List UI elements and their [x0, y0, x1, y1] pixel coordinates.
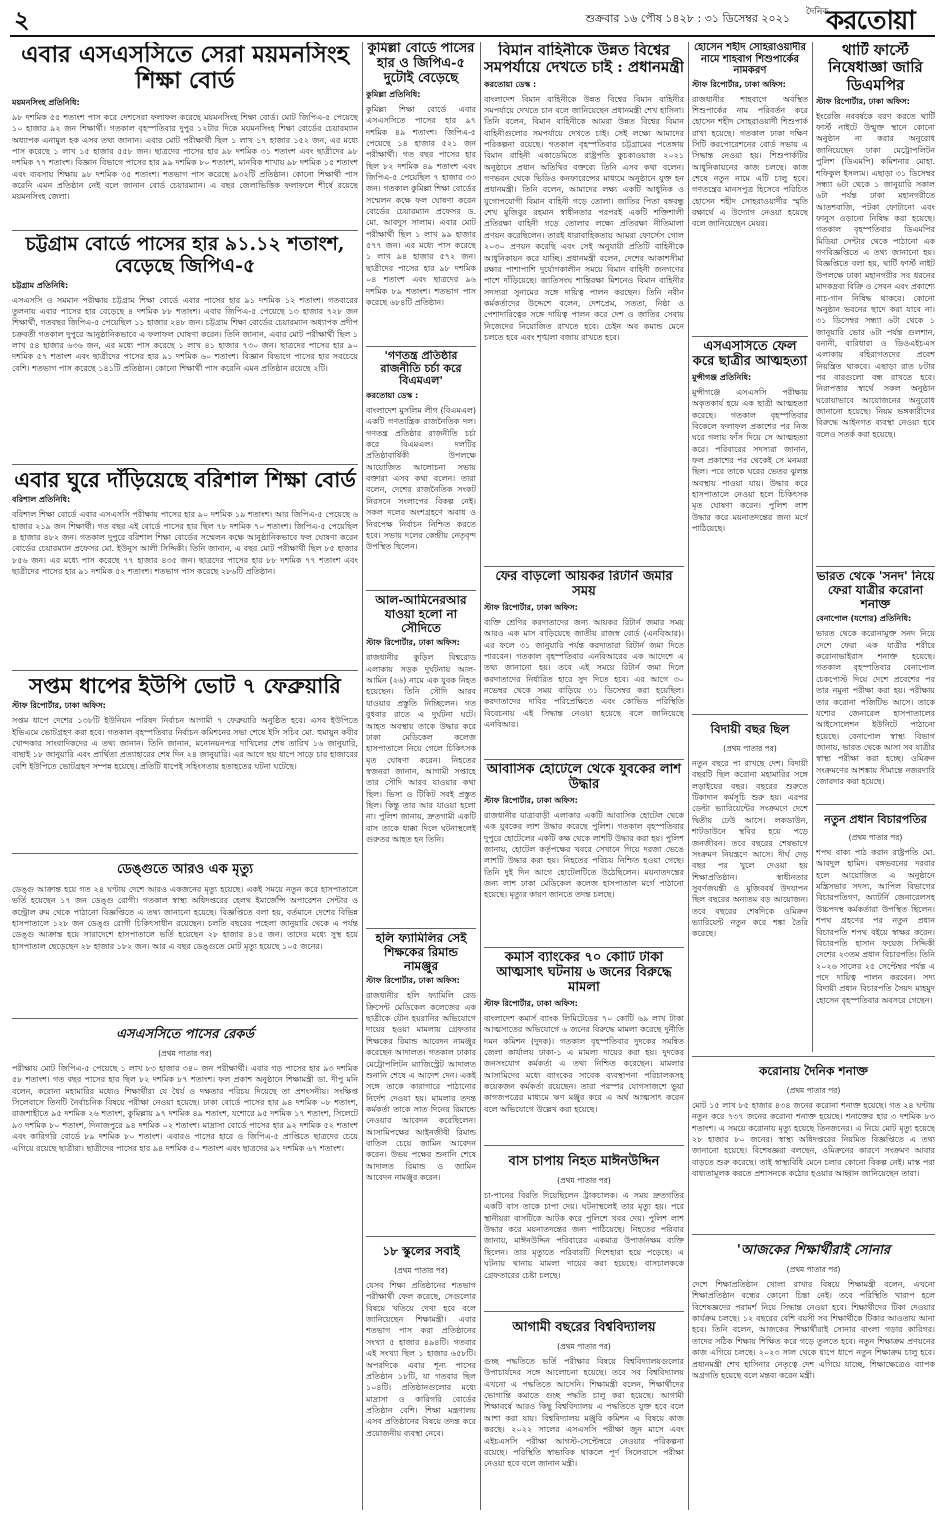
article-hotel [484, 763, 684, 943]
article-body: রাজধানীর কুড়িল বিশ্বরোড এলাকায় সড়ক দুর্ঘটনায় আল-আমিন (২৬) নামে এক যুবক নিহত হয়েছেন। তিনি সৌদি আরব যাওয়ার প্রস্তুতি নিচ্ছিলেন। গত বুধবার রাতে এ দুর্ঘটনা ঘটে। আহত অবস্থায় তাকে উদ্ধার করে ঢাকা মেডিকেল কলেজ হাসপাতালে নিয়ে গেলে চিকিৎসক মৃত ঘোষণা করেন। নিহতের স্বজনরা জানান, আগামী সপ্তাহে তার সৌদি আরব যাওয়ার কথা ছিল। ভিসা ও টিকিট সবই প্রস্তুত ছিল। কিন্তু তার আর যাওয়া হলো না। পুলিশ জানায়, দ্রুতগামী একটি বাস তাকে ধাক্কা দিলে ঘটনাস্থলেই গুরুতর আহত হন তিনি। [366, 653, 476, 845]
headline: নতুন প্রধান বিচারপতির [824, 813, 927, 826]
article-gold-students [692, 1238, 935, 1508]
article-body: ডেঙ্গু আক্রান্ত হয়ে গত ২৪ ঘণ্টায় দেশে আরও একজনের মৃত্যু হয়েছে। একই সময়ে নতুন করে হাসপাতালে ভর্তি হয়েছেন ১৭ জন ডেঙ্গু রোগী। গতকাল স্বাস্থ্য অধিদপ্তরের হেলথ ইমার্জেন্সি অপারেশন সেন্টার ও কন্ট্রোল রুম থেকে পাঠানো বিজ্ঞপ্তিতে এ তথ্য জানানো হয়েছে। বিজ্ঞপ্তিতে বলা হয়, বর্তমানে দেশের বিভিন্ন হাসপাতালে ১২৮ জন ডেঙ্গু রোগী চিকিৎসাধীন রয়েছেন। চলতি বছরের পহেলা জানুয়ারি থেকে এ পর্যন্ত ডেঙ্গু আক্রান্ত হয়ে সারাদেশে হাসপাতালে ভর্তি হয়েছেন ২৮ হাজার ৪১৫ জন। তাদের মধ্যে সুস্থ হয়ে হাসপাতাল ছেড়েছেন ২৮ হাজার ১৮২ জন। আর এ বছর ডেঙ্গুতে মোট মৃত্যু হয়েছে ১০৫ জনের। [12, 885, 358, 951]
article-body: কুমিল্লা শিক্ষা বোর্ডে এবার এসএসসিতে পাসের হার ৯৭ দশমিক ৪৯ শতাংশ। জিপিএ-৫ পেয়েছে ১৪ হাজার ৫২১ জন পরীক্ষার্থী। গত বছর পাসের হার ছিল ৮২ দশমিক ৪৯ শতাংশ এবং জিপিএ-৫ পেয়েছিল ৭ হাজার ৩৩ জন। গতকাল কুমিল্লা শিক্ষা বোর্ডের সম্মেলন কক্ষে ফল ঘোষণা করেন বোর্ডের চেয়ারম্যান প্রফেসর ড. মো. আবদুস সালাম। এবার মোট পরীক্ষার্থী ছিল ১ লাখ ৯৯ হাজার ৫৭৭ জন। এর মধ্যে পাস করেছে ১ লাখ ৯৪ হাজার ৫৭২ জন। ছাত্রীদের পাসের হার ৯৮ দশমিক ০৪ শতাংশ এবং ছাত্রদের ৯৬ দশমিক ৮৯ শতাংশ। শতভাগ পাস করেছে ৬৮৪টি প্রতিষ্ঠান। [366, 104, 476, 307]
article-body: শপথ বাক্য পাঠ করান রাষ্ট্রপতি মো. আবদুল হামিদ। বঙ্গভবনের দরবার হলে আয়োজিত এ অনুষ্ঠানে মন্ত্রিসভার সদস্য, আপিল বিভাগের বিচারপতিগণ, অ্যাটর্নি জেনারেলসহ উচ্চপদস্থ কর্মকর্তারা উপস্থিত ছিলেন। শপথ গ্রহণের পর নতুন প্রধান বিচারপতি শপথ বইয়ে স্বাক্ষর করেন। বিচারপতি হাসান ফয়েজ সিদ্দিকী দেশের ২৩তম প্রধান বিচারপতি। তিনি ২০২৬ সালের ২৫ সেপ্টেম্বর পর্যন্ত এ পদে দায়িত্ব পালন করবেন। সদ্য বিদায়ী প্রধান বিচারপতি সৈয়দ মাহমুদ হোসেন বৃহস্পতিবার অবসরে গেছেন। [816, 848, 935, 1005]
headline: আল-আমিনেরআর যাওয়া হলো না সৌদিতে [375, 594, 467, 635]
article-ctg [12, 234, 358, 460]
headline: বিদায়ী বছর ছিল [710, 722, 790, 736]
article-barishal [12, 468, 358, 666]
article-body: মুন্সীগঞ্জে এসএসসি পরীক্ষায় অকৃতকার্য হয়ে এক ছাত্রী আত্মহত্যা করেছে। গতকাল বৃহস্পতিবার বিকেলে ফলাফল প্রকাশের পর নিজ ঘরে গলায় ফাঁস দিয়ে সে আত্মহত্যা করে। পরিবারের সদস্যরা জানান, ফল প্রকাশের পর থেকেই সে মনমরা ছিল। পরে তাকে ঘরের ভেতর ঝুলন্ত অবস্থায় পাওয়া যায়। উদ্ধার করে হাসপাতালে নেওয়া হলে চিকিৎসক মৃত ঘোষণা করেন। পুলিশ লাশ উদ্ধার করে ময়নাতদন্তের জন্য মর্গে পাঠিয়েছে। [692, 387, 808, 534]
article-india [816, 570, 935, 800]
article-body: রাজধানীর যাত্রাবাড়ী এলাকার একটি আবাসিক হোটেল থেকে এক যুবকের লাশ উদ্ধার করেছে পুলিশ। গতকাল বৃহস্পতিবার দুপুরে হোটেলের একটি কক্ষ থেকে লাশটি উদ্ধার করা হয়। পুলিশ জানায়, হোটেল কর্তৃপক্ষের খবরে সেখানে গিয়ে দরজা ভেঙে লাশটি উদ্ধার করা হয়। নিহতের পরিচয় নিশ্চিত হওয়া গেছে। তিনি দুই দিন আগে হোটেলটিতে উঠেছিলেন। ময়নাতদন্তের জন্য লাশ ঢাকা মেডিকেল কলেজ হাসপাতাল মর্গে পাঠানো হয়েছে। মৃত্যুর কারণ জানতে তদন্ত চলছে। [484, 810, 684, 900]
masthead-name: করতোয়া [826, 6, 915, 34]
byline: স্টাফ রিপোর্টার, ঢাকা অফিস: [692, 79, 786, 89]
byline: কুমিল্লা প্রতিনিধি: [366, 89, 421, 99]
page-number: ২ [14, 5, 30, 34]
article-body: বাংলাদেশ কমার্স ব্যাংক লিমিটেডের ৭০ কোটি ৬৯ লাখ টাকা আত্মসাতের অভিযোগে ৬ জনের বিরুদ্ধে মামলা করেছে দুর্নীতি দমন কমিশন (দুদক)। গতকাল বৃহস্পতিবার দুদকের সমন্বিত জেলা কার্যালয় ঢাকা-১ এ মামলা দায়ের করা হয়। দুদকের জনসংযোগ কর্মকর্তা এ তথ্য নিশ্চিত করেছেন। মামলার আসামিদের মধ্যে ব্যাংকের সাবেক ব্যবস্থাপনা পরিচালকসহ কয়েকজন কর্মকর্তা রয়েছেন। তারা পরস্পর যোগসাজশে ভুয়া কাগজপত্রের মাধ্যমে ঋণ মঞ্জুর করে এ অর্থ আত্মসাৎ করেন বলে অভিযোগে উল্লেখ করা হয়েছে। [484, 1013, 684, 1114]
headline: এবার এসএসসিতে সেরা ময়মনসিংহ শিক্ষা বোর্ড [21, 42, 349, 95]
article-body: ভারত থেকে করোনামুক্ত সনদ নিয়ে দেশে ফেরা এক যাত্রীর শরীরে করোনাভাইরাস শনাক্ত হয়েছে। গতকাল বৃহস্পতিবার বেনাপোল চেকপোস্ট দিয়ে দেশে প্রবেশের পর তার নমুনা পরীক্ষা করা হয়। পরীক্ষায় তার করোনা পজিটিভ আসে। তাকে যশোর জেনারেল হাসপাতালের আইসোলেশন ইউনিটে পাঠানো হয়েছে। বেনাপোল স্বাস্থ্য বিভাগ জানায়, ভারত থেকে আসা সব যাত্রীর স্বাস্থ্য পরীক্ষা করা হচ্ছে। ওমিক্রন সংক্রমণের আশঙ্কায় সীমান্তে নজরদারি জোরদার করা হয়েছে। [816, 629, 935, 787]
article-airforce [484, 42, 684, 562]
byline: স্টাফ রিপোর্টার, ঢাকা অফিস: [816, 96, 910, 106]
headline: করোনায় দৈনিক শনাক্ত [759, 1064, 868, 1078]
article-body: চা-পানের বিরতি দিয়েছিলেন ট্রাকচালক। এ সময় দ্রুতগতির একটি বাস তাকে চাপা দেয়। ঘটনাস্থলেই তার মৃত্যু হয়। পরে স্থানীয়রা বাসটিকে আটক করে পুলিশে খবর দেয়। পুলিশ লাশ উদ্ধার করে ময়নাতদন্তের জন্য পাঠিয়েছে। নিহতের পরিবার জানায়, মাঈনউদ্দিন পরিবারের একমাত্র উপার্জনক্ষম ব্যক্তি ছিলেন। তার মৃত্যুতে পরিবারটি দিশেহারা হয়ে পড়েছে। এ ঘটনায় থানায় মামলা দায়ের করা হয়েছে। বাসচালককে গ্রেফতারের চেষ্টা চলছে। [484, 1191, 684, 1280]
article-body: পরীক্ষায় মোট জিপিএ-৫ পেয়েছে ১ লাখ ৮৩ হাজার ৩৪০ জন পরীক্ষার্থী। এবার গড় পাসের হার ৯৩ দশমিক ৫৮ শতাংশ। গত বছর পাসের হার ছিল ৮২ দশমিক ৮৭ শতাংশ। ফল প্রকাশ অনুষ্ঠানে শিক্ষামন্ত্রী ডা. দীপু মনি বলেন, করোনা মহামারির মধ্যেও শিক্ষার্থীরা যে ধৈর্য ও দক্ষতার পরিচয় দিয়েছে তা প্রশংসনীয়। সংক্ষিপ্ত সিলেবাসে তিনটি নৈর্বাচনিক বিষয়ে পরীক্ষা নেওয়া হয়েছে। ঢাকা বোর্ডে পাসের হার ৯৪ দশমিক ০৮ শতাংশ, রাজশাহীতে ৯৫ দশমিক ২৬ শতাংশ, কুমিল্লায় ৯৭ দশমিক ৪৯ শতাংশ, যশোরে ৯৫ দশমিক ১৭ শতাংশ, সিলেটে ৯৩ দশমিক ৮০ শতাংশ, দিনাজপুরে ৯৪ দশমিক ০২ শতাংশ। মাদ্রাসা বোর্ডে পাসের হার ৯২ দশমিক ৫২ শতাংশ এবং কারিগরি বোর্ডে ৮৯ দশমিক ৮০ শতাংশ। এবারও পাসের হারে ও জিপিএ-৫ প্রাপ্তিতে ছাত্রদের চেয়ে এগিয়ে রয়েছে ছাত্রীরা। ছাত্রীদের পাসের হার ৯৪ দশমিক ৫০ শতাংশ এবং ছাত্রদের ৯২ দশমিক ৬৭ শতাংশ। [12, 1064, 358, 1153]
headline: 'আজকের শিক্ষার্থীরাই সোনার [736, 1243, 891, 1258]
continued-note: (প্রথম পাতার পর) [848, 833, 903, 842]
publication-date: শুক্রবার ১৬ পৌষ ১৪২৮ : ৩১ ডিসেম্বর ২০২১ [585, 12, 790, 25]
headline: হলি ফ্যামিলির সেই শিক্ষকের রিমান্ড নামঞ্জুর [375, 932, 467, 973]
article-body: যেসব শিক্ষা প্রতিষ্ঠানের শতভাগ পরীক্ষার্থী ফেল করেছে, সেগুলোর বিষয়ে খতিয়ে দেখা হবে বলে জানিয়েছেন শিক্ষামন্ত্রী। এবার শতভাগ পাস করা প্রতিষ্ঠানের সংখ্যা ৫ হাজার ৪৯৪টি। গতবার এই সংখ্যা ছিল ১ হাজার ৬৫৮টি। অপরদিকে এবার শূন্য পাসের প্রতিষ্ঠান ১৮টি, যা গতবার ছিল ১০৪টি। প্রতিষ্ঠানগুলোর মধ্যে মাদ্রাসা ও কারিগরি বোর্ডের প্রতিষ্ঠান বেশি। শিক্ষা মন্ত্রণালয় এসব প্রতিষ্ঠানের বিষয়ে তদন্ত করে প্রয়োজনীয় ব্যবস্থা নেবে। [366, 1281, 476, 1438]
article-holy-family [366, 932, 476, 1232]
article-body: রাজধানীর শাহবাগে অবস্থিত শিশুপার্কের নাম পরিবর্তন করে হোসেন শহীদ সোহরাওয়ার্দী শিশুপার্ক রাখা হয়েছে। গতকাল ঢাকা দক্ষিণ সিটি করপোরেশনের বোর্ড সভায় এ সিদ্ধান্ত নেওয়া হয়। শিশুপার্কটির আধুনিকায়নের কাজ চলছে। কাজ শেষে নতুন নামে এটি চালু হবে। গণতন্ত্রের মানসপুত্র হিসেবে পরিচিত হোসেন শহীদ সোহরাওয়ার্দীর স্মৃতি রক্ষার্থে এ উদ্যোগ নেওয়া হয়েছে বলে জানিয়েছেন মেয়র। [692, 94, 808, 229]
headline: বিমান বাহিনীকে উন্নত বিশ্বের সমপর্যায়ে দেখতে চাই : প্রধানমন্ত্রী [484, 42, 684, 77]
article-body: ইংরেজি নববর্ষকে বরণ করতে থার্টি ফার্স্ট নাইটে উন্মুক্ত স্থানে কোনো অনুষ্ঠান না করার অনুরোধ জানিয়েছেন ঢাকা মেট্রোপলিটন পুলিশ (ডিএমপি) কমিশনার মোহা. শফিকুল ইসলাম। এছাড়া ৩১ ডিসেম্বর সন্ধ্যা ৬টা থেকে ১ জানুয়ারি সকাল ৬টা পর্যন্ত ঢাকা মহানগরীতে আতশবাজি, পটকা ফোটানো এবং ফানুস ওড়ানো নিষিদ্ধ করা হয়েছে। গতকাল বৃহস্পতিবার ডিএমপির মিডিয়া সেন্টার থেকে পাঠানো এক গণবিজ্ঞপ্তিতে এ তথ্য জানানো হয়। বিজ্ঞপ্তিতে বলা হয়, থার্টি ফার্স্ট নাইট উপলক্ষে ঢাকা মহানগরীর সব ধরনের মাদকদ্রব্য বিক্রি ও সেবন এবং প্রকাশ্যে নাচ-গান নিষিদ্ধ থাকবে। কোনো অনুষ্ঠান ভবনের ছাদে করা যাবে না। ৩১ ডিসেম্বর সন্ধ্যা ৬টা থেকে ১ জানুয়ারি ভোর ৬টা পর্যন্ত গুলশান, বনানী, বারিধারা ও ডিওএইচএস এলাকায় বহিরাগতদের প্রবেশ নিয়ন্ত্রিত থাকবে। এছাড়া রাত ৮টার পর বারগুলো বন্ধ রাখতে হবে। নিরাপত্তার স্বার্থে সকল অনুষ্ঠান ঘরোয়াভাবে আয়োজনের অনুরোধ জানানো হয়েছে। নিয়ম ভঙ্গকারীদের বিরুদ্ধে আইনগত ব্যবস্থা নেওয়া হবে বলেও সতর্ক করা হয়েছে। [816, 111, 935, 439]
byline: করতোয়া ডেস্ক : [484, 79, 537, 89]
article-body: দেশে শিক্ষাপ্রতিষ্ঠান খোলা রাখার বিষয়ে শিক্ষামন্ত্রী বলেন, এখনো শিক্ষাপ্রতিষ্ঠান বন্ধের কোনো চিন্তা নেই। তবে পরিস্থিতি খারাপ হলে বিশেষজ্ঞদের পরামর্শ নিয়ে সিদ্ধান্ত নেওয়া হবে। শিক্ষার্থীদের টিকা দেওয়ার কার্যক্রম চলছে। ১২ বছরের বেশি বয়সী সব শিক্ষার্থীকে টিকার আওতায় আনা হবে। তিনি বলেন, আজকের শিক্ষার্থীরাই সোনার বাংলা গড়ার কারিগর। তাদের সঠিক শিক্ষায় শিক্ষিত করে গড়ে তুলতে হবে। নতুন শিক্ষাক্রম প্রণয়নের কাজ এগিয়ে চলছে। ২০২৩ সাল থেকে ধাপে ধাপে নতুন শিক্ষাক্রম চালু হবে। প্রধানমন্ত্রী শেখ হাসিনার নেতৃত্বে দেশ এগিয়ে যাচ্ছে, শিক্ষাক্ষেত্রেও ব্যাপক অগ্রগতি হয়েছে বলে মন্তব্য করেন মন্ত্রী। [692, 1280, 935, 1380]
byline: চট্টগ্রাম প্রতিনিধি: [12, 280, 69, 290]
headline: ফের বাড়লো আয়কর রিটার্ন জমার সময় [495, 570, 673, 599]
article-body: বাংলাদেশ বিমান বাহিনীকে উন্নত বিশ্বের বিমান বাহিনীর সমপর্যায়ে দেখতে চান বলে জানিয়েছেন প্রধানমন্ত্রী শেখ হাসিনা। তিনি বলেন, বিমান বাহিনীকে আমরা উন্নত বিশ্বের বিমান বাহিনীগুলোর সমপর্যায়ে দেখতে চাই। সেই লক্ষ্যে আমাদের পরিকল্পনা রয়েছে। গতকাল বৃহস্পতিবার চট্টগ্রামের পতেঙ্গায় বিমান বাহিনী একাডেমিতে রাষ্ট্রপতি কুচকাওয়াজ ২০২১ অনুষ্ঠানে প্রধান অতিথির বক্তব্যে তিনি এসব কথা বলেন। গণভবন থেকে ভিডিও কনফারেন্সের মাধ্যমে অনুষ্ঠানে যুক্ত হন প্রধানমন্ত্রী। তিনি বলেন, আমাদের লক্ষ্য একটি আধুনিক ও যুগোপযোগী বিমান বাহিনী গড়ে তোলা। জাতির পিতা বঙ্গবন্ধু শেখ মুজিবুর রহমান স্বাধীনতার পরপরই একটি শক্তিশালী প্রতিরক্ষা বাহিনী গড়ে তোলার লক্ষ্যে প্রতিরক্ষা নীতিমালা প্রণয়ন করেছিলেন। তারই ধারাবাহিকতায় আমরা ফোর্সেস গোল ২০৩০ প্রণয়ন করেছি এবং সেই অনুযায়ী প্রতিটি বাহিনীকে আধুনিকায়ন করে যাচ্ছি। প্রধানমন্ত্রী বলেন, দেশের আকাশসীমা রক্ষার পাশাপাশি দুর্যোগকালীন সময়ে বিমান বাহিনী জনগণের পাশে দাঁড়িয়েছে। জাতিসংঘ শান্তিরক্ষা মিশনেও বিমান বাহিনীর সদস্যরা সুনামের সঙ্গে দায়িত্ব পালন করছেন। তিনি নবীন কর্মকর্তাদের উদ্দেশে বলেন, দেশপ্রেম, সততা, নিষ্ঠা ও পেশাদারিত্বের সঙ্গে দায়িত্ব পালন করে দেশ ও জাতির সেবায় নিজেদের নিয়োজিত রাখতে হবে। চেইন অব কমান্ড মেনে চলতে হবে এবং শৃঙ্খলা বজায় রাখতে হবে। [484, 94, 684, 343]
article-body: নতুন বছরে পা রাখছে দেশ। বিদায়ী বছরটি ছিল করোনা মহামারির সঙ্গে লড়াইয়ের বছর। বছরের শুরুতে টিকাদান কর্মসূচি শুরু হয়। এরপর ডেল্টা ভ্যারিয়েন্টের সংক্রমণে দেশে দ্বিতীয় ঢেউ আসে। লকডাউন, শাটডাউনে স্থবির হয়ে পড়ে জনজীবন। তবে বছরের শেষভাগে সংক্রমণ নিয়ন্ত্রণে আসে। দীর্ঘ দেড় বছর পর খুলে দেওয়া হয় শিক্ষাপ্রতিষ্ঠান। স্বাধীনতার সুবর্ণজয়ন্তী ও মুজিববর্ষ উদযাপন ছিল বছরের অন্যতম বড় আয়োজন। তবে বছরের শেষদিকে ওমিক্রন ভ্যারিয়েন্ট নতুন করে শঙ্কা তৈরি করেছে। [692, 759, 808, 939]
article-bus [484, 1149, 684, 1307]
article-suhrawardy [692, 42, 808, 332]
headline: হোসেন শহীদ সোহরাওয়ার্দীর নামে শাহবাগ শিশুপার্কের নামকরণ [693, 42, 807, 76]
article-farewell [692, 718, 808, 1048]
article-body: গুচ্ছ পদ্ধতিতে ভর্তি পরীক্ষার বিষয়ে বিশ্ববিদ্যালয়গুলোর উপাচার্যদের সঙ্গে আলোচনা হয়েছে। তবে সব বিশ্ববিদ্যালয় এখনো এ পদ্ধতিতে আসেনি। শিক্ষামন্ত্রী বলেন, শিক্ষার্থীদের ভোগান্তি কমাতে গুচ্ছ পদ্ধতি চালু করা হয়েছে। আগামী শিক্ষাবর্ষে আরও কিছু বিশ্ববিদ্যালয় এ পদ্ধতিতে যুক্ত হবে বলে আশা করা যায়। বিশ্ববিদ্যালয় মঞ্জুরি কমিশন এ বিষয়ে কাজ করছে। ২০২২ সালের এসএসসি পরীক্ষা জুন মাসে এবং এইচএসসি পরীক্ষা আগস্ট-সেপ্টেম্বরে নেওয়ার পরিকল্পনা রয়েছে। পরিস্থিতি স্বাভাবিক থাকলে পূর্ণ সিলেবাসে পরীক্ষা নেওয়া হবে বলে জানান মন্ত্রী। [484, 1357, 684, 1469]
byline: মুন্সীগঞ্জ প্রতিনিধি: [692, 372, 752, 382]
continued-note: (প্রথম পাতার পর) [158, 1049, 212, 1058]
article-body: বরিশাল শিক্ষা বোর্ডে এবার এসএসসি পরীক্ষায় পাসের হার ৯০ দশমিক ১৯ শতাংশ। আর জিপিএ-৫ পেয়েছে ৬ হাজার ২১৯ জন শিক্ষার্থী। গত বছর এই বোর্ডে পাসের হার ছিল ৭৮ দশমিক ৭০ শতাংশ। জিপিএ-৫ পেয়েছিল ৪ হাজার ৪৮২ জন। গতকাল দুপুরে বরিশাল শিক্ষা বোর্ডের সম্মেলন কক্ষে আনুষ্ঠানিকভাবে ফল ঘোষণা করেন বোর্ডের চেয়ারম্যান প্রফেসর মো. ইউনুস আলী সিদ্দিকী। তিনি জানান, এ বছর মোট পরীক্ষার্থী ছিল ৮৫ হাজার ৮৫৬ জন। এর মধ্যে পাস করেছে ৭৭ হাজার ৪৩৫ জন। ছাত্রদের পাসের হার ৮৮ দশমিক ৭৭ শতাংশ এবং ছাত্রীদের পাসের হার ৯১ দশমিক ৫২ শতাংশ। শতভাগ পাস করেছে ২৮৬টি প্রতিষ্ঠান। [12, 510, 358, 576]
headline: সপ্তম ধাপের ইউপি ভোট ৭ ফেব্রুয়ারি [29, 674, 341, 698]
headline: এসএসসিতে ফেল করে ছাত্রীর আত্মহত্যা [692, 340, 808, 369]
headline: ডেঙ্গুতে আরও এক মৃত্যু [116, 862, 254, 877]
article-politics [366, 350, 476, 586]
headline: আবাসিক হোটেলে থেকে যুবকের লাশ উদ্ধার [486, 763, 682, 792]
article-body: ব্যক্তি শ্রেণির করদাতাদের জন্য আয়কর রিটার্ন জমার সময় আরও এক মাস বাড়িয়েছে জাতীয় রাজস্ব বোর্ড (এনবিআর)। এর ফলে ৩১ জানুয়ারি পর্যন্ত করদাতারা রিটার্ন জমা দিতে পারবেন। গতকাল বৃহস্পতিবার এনবিআরের এক আদেশে এ তথ্য জানানো হয়। তবে এই সময়ে রিটার্ন জমা দিলে করদাতাদের নির্ধারিত হারে সুদ দিতে হবে। এর আগে ৩০ নভেম্বর থেকে সময় বাড়িয়ে ৩১ ডিসেম্বর করা হয়েছিল। করদাতাদের দাবির পরিপ্রেক্ষিতে এবং কোভিড পরিস্থিতি বিবেচনায় এই সিদ্ধান্ত নেওয়া হয়েছে বলে জানিয়েছে এনবিআর। [484, 617, 684, 730]
continued-note: (প্রথম পাতার পর) [723, 744, 777, 753]
byline: স্টাফ রিপোর্টার, ঢাকা অফিস: [12, 701, 106, 711]
article-body: রাজধানীর হলি ফ্যামিলি রেড ক্রিসেন্ট মেডিকেল কলেজের এক ছাত্রীকে যৌন হয়রানির অভিযোগে দায়ের হওয়া মামলায় গ্রেফতার শিক্ষকের রিমান্ড আবেদন নামঞ্জুর করেছেন আদালত। গতকাল ঢাকার মেট্রোপলিটন ম্যাজিস্ট্রেট আদালত শুনানি শেষে এ আদেশ দেন। একই সঙ্গে তাকে কারাগারে পাঠানোর নির্দেশ দেওয়া হয়। মামলার তদন্ত কর্মকর্তা তাকে সাত দিনের রিমান্ডে নেওয়ার আবেদন করেছিলেন। আসামিপক্ষের আইনজীবী রিমান্ড বাতিল চেয়ে জামিন আবেদন করেন। উভয় পক্ষের শুনানি শেষে আদালত রিমান্ড ও জামিন আবেদন নামঞ্জুর করেন। [366, 991, 476, 1183]
headline: বাস চাপায় নিহত মাঈনউদ্দিন [508, 1154, 660, 1169]
byline: স্টাফ রিপোর্টার, ঢাকা অফিস: [366, 638, 460, 648]
headline: আগামী বছরের বিশ্ববিদ্যালয় [512, 1320, 656, 1335]
article-student [692, 340, 808, 710]
continued-note: (প্রথম পাতার পর) [394, 1266, 448, 1275]
article-body: মোট ১৫ লাখ ৮৫ হাজার ৪৩৪ জনের করোনা শনাক্ত হয়েছে। গত ২৪ ঘণ্টায় নতুন করে ৭৩৭ জনের করোনা শনাক্ত হয়েছে। শনাক্তের হার ৩ দশমিক ৮৩ শতাংশ। এ সময়ে করোনায় মৃত্যু হয়েছে তিনজনের। এ নিয়ে মোট মৃত্যু হয়েছে ২৮ হাজার ৮০ জনের। স্বাস্থ্য অধিদপ্তরের নিয়মিত বিজ্ঞপ্তিতে এ তথ্য জানানো হয়েছে। বিশেষজ্ঞরা বলছেন, ওমিক্রনের কারণে সংক্রমণ আবার বাড়তে শুরু করেছে। তাই স্বাস্থ্যবিধি মেনে চলার কোনো বিকল্প নেই। মাস্ক পরা বাধ্যতামূলক করতে প্রশাসনকে কঠোর হওয়ার আহ্বান জানিয়েছেন তারা। [692, 1101, 935, 1179]
article-dengue [12, 857, 358, 1014]
byline: বেনাপোল (যশোর) প্রতিনিধি: [816, 614, 912, 624]
article-body: এসএসসি ও সমমান পরীক্ষায় চট্টগ্রাম শিক্ষা বোর্ডে এবার পাসের হার ৯১ দশমিক ১২ শতাংশ। গতবারের তুলনায় এবার পাসের হার বেড়েছে ৪ দশমিক ৮৮ শতাংশ। এবার জিপিএ-৫ পেয়েছে ১৩ হাজার ৭২৮ জন শিক্ষার্থী, গতবছর জিপিএ-৫ পেয়েছিল ১১ হাজার ২৪৮ জন। চট্টগ্রাম শিক্ষা বোর্ডের চেয়ারম্যান অধ্যাপক প্রদীপ চক্রবর্তী গতকাল দুপুরে আনুষ্ঠানিকভাবে এ ফলাফল ঘোষণা করেন। তিনি জানান, এবার মোট পরীক্ষার্থী ছিল ১ লাখ ৫৪ হাজার ৬৩৬ জন, এর মধ্যে পাস করেছে ১ লাখ ৪১ হাজার ৭৩০ জন। ছাত্রদের পাসের হার ৯০ দশমিক ৫৭ শতাংশ এবং ছাত্রীদের পাসের হার ৯১ দশমিক ৬০ শতাংশ। বিজ্ঞান বিভাগে পাসের হার সবচেয়ে বেশি। শতভাগ পাস করেছে ১৪১টি প্রতিষ্ঠান। কোনো শিক্ষার্থী পাস করেনি এমন প্রতিষ্ঠান রয়েছে ২টি। [12, 295, 358, 373]
byline: ময়মনসিংহ প্রতিনিধি: [12, 97, 80, 107]
article-body: বাংলাদেশ মুসলিম লীগ (বিএমএল) একটি গণতান্ত্রিক রাজনৈতিক দল। গণতন্ত্র প্রতিষ্ঠার রাজনীতি চর্চা করে বিএমএল। দলটির প্রতিষ্ঠাবার্ষিকী উপলক্ষে আয়োজিত আলোচনা সভায় বক্তারা এসব কথা বলেন। তারা বলেন, দেশের রাজনৈতিক সংকট নিরসনে সংলাপের বিকল্প নেই। সকল দলের অংশগ্রহণে অবাধ ও নিরপেক্ষ নির্বাচন নিশ্চিত করতে হবে। সভায় দলের কেন্দ্রীয় নেতৃবৃন্দ উপস্থিত ছিলেন। [366, 405, 476, 552]
continued-note: (প্রথম পাতার পর) [786, 1265, 841, 1274]
headline: 'গণতন্ত্র প্রতিষ্ঠার রাজনীতি চর্চা করে বিএমএল' [380, 350, 462, 388]
article-body: সপ্তম ধাপে দেশের ১৩৮টি ইউনিয়ন পরিষদ নির্বাচন আগামী ৭ ফেব্রুয়ারি অনুষ্ঠিত হবে। এসব ইউপিতে ইভিএমে ভোটগ্রহণ করা হবে। গতকাল বৃহস্পতিবার নির্বাচন কমিশনের সভা শেষে ইসি সচিব মো. হুমায়ুন কবীর খোন্দকার সাংবাদিকদের এ তথ্য জানান। তিনি জানান, মনোনয়নপত্র দাখিলের শেষ তারিখ ১৬ জানুয়ারি, বাছাই ১৮ জানুয়ারি এবং প্রার্থিতা প্রত্যাহারের শেষ দিন ২৪ জানুয়ারি। এর আগে ছয় ধাপে সাড়ে চার হাজারের বেশি ইউপিতে ভোটগ্রহণ সম্পন্ন হয়েছে। প্রতিটি ধাপেই সহিংসতায় হতাহতের ঘটনা ঘটেছে। [12, 716, 358, 771]
article-commerce-bank [484, 951, 684, 1141]
masthead-logo [798, 2, 938, 34]
article-chief-justice [816, 808, 935, 1052]
article-schools-18 [366, 1240, 476, 1508]
headline: ভারত থেকে 'সনদ' নিয়ে ফেরা যাত্রীর করোনা শনাক্ত [816, 570, 935, 611]
byline: স্টাফ রিপোর্টার, ঢাকা অফিস: [484, 602, 578, 612]
headline: এসএসসিতে পাসের রেকর্ড [116, 1027, 254, 1042]
headline: কমার্স ব্যাংকের ৭০ কোটি টাকা আত্মসাৎ ঘটনায় ৬ জনের বিরুদ্ধে মামলা [496, 951, 672, 995]
article-al-amin [366, 594, 476, 924]
headline: চট্টগ্রাম বোর্ডে পাসের হার ৯১.১২ শতাংশ, বেড়েছে জিপিএ-৫ [25, 234, 345, 277]
byline: স্টাফ রিপোর্টার, ঢাকা অফিস: [484, 795, 578, 805]
article-ssc-best [12, 42, 358, 226]
article-ssc-record [12, 1022, 358, 1508]
byline: বরিশাল প্রতিনিধি: [12, 495, 71, 505]
byline: স্টাফ রিপোর্টার, ঢাকা অফিস: [484, 998, 578, 1008]
continued-note: (প্রথম পাতার পর) [786, 1086, 841, 1095]
headline: কুমিল্লা বোর্ডে পাসের হার ও জিপিএ-৫ দুটোই বেড়েছে [367, 42, 475, 86]
article-tax [484, 570, 684, 755]
masthead-small: দৈনিক [806, 7, 829, 17]
article-up-election [12, 674, 358, 849]
headline: ১৮ স্কুলের সবাই [382, 1244, 460, 1258]
continued-note: (প্রথম পাতার পর) [557, 1342, 611, 1351]
article-body: ৯৮ দশমিক ৫৫ শতাংশ পাস করে দেশসেরা ফলাফল করেছে ময়মনসিংহ শিক্ষা বোর্ড। মোট জিপিএ-৫ পেয়েছে ১০ হাজার ৯২ জন শিক্ষার্থী। গতকাল বৃহস্পতিবার দুপুর ১২টার দিকে ময়মনসিংহ শিক্ষা বোর্ডের চেয়ারম্যান অধ্যাপক এনামুল হক এসব তথ্য জানান। এবার মোট পরীক্ষার্থী ছিল ১ লাখ ১৭ হাজার ১৫২ জন, এর মধ্যে পাস করেছে ১ লাখ ১৫ হাজার ৫৫৮ জন। ছাত্রদের পাসের হার ৯৮ দশমিক ৩১ শতাংশ এবং ছাত্রীদের ৯৮ দশমিক ৭৭ শতাংশ। বিজ্ঞান বিভাগে পাসের হার ৯৯ দশমিক ৮০ শতাংশ, মানবিক শাখায় ৯৮ দশমিক ১৫ শতাংশ এবং ব্যবসায় শিক্ষায় ৯৮ দশমিক ৩৫ শতাংশ। শতভাগ পাস করেছে ৯৩২টি প্রতিষ্ঠান। কোনো শিক্ষার্থী পাস করেনি এমন প্রতিষ্ঠান নেই বলে জানান বোর্ড চেয়ারম্যান। এ বছর জেলাভিত্তিক ফলাফলে শীর্ষে রয়েছে ময়মনসিংহ জেলা। [12, 112, 358, 202]
article-university [484, 1315, 684, 1508]
article-corona-daily [692, 1060, 935, 1230]
headline: থার্টি ফার্স্টে নিষেধাজ্ঞা জারি ডিএমপির [828, 42, 923, 94]
header-rule [10, 35, 935, 37]
continued-note: (প্রথম পাতার পর) [557, 1176, 611, 1185]
article-thirty-first [816, 42, 935, 562]
article-cumilla [366, 42, 476, 342]
headline: এবার ঘুরে দাঁড়িয়েছে বরিশাল শিক্ষা বোর্ড [14, 468, 356, 492]
byline: স্টাফ রিপোর্টার, ঢাকা অফিস: [366, 976, 460, 986]
byline: করতোয়া ডেস্ক : [366, 390, 419, 400]
